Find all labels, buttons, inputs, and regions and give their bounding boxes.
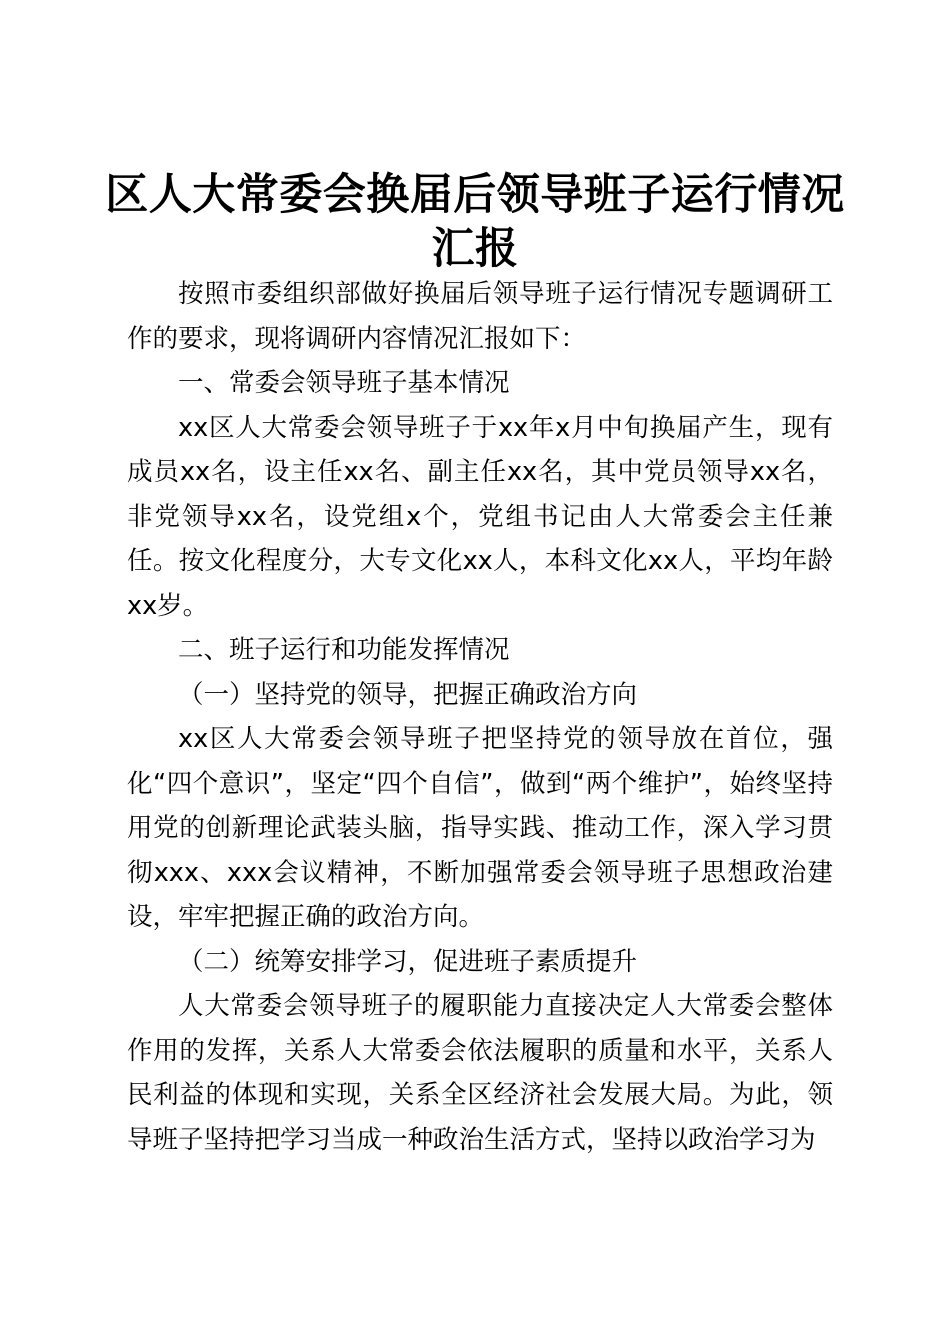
subsection-heading-1: （一）坚持党的领导，把握正确政治方向: [178, 679, 638, 710]
section-heading-1: 一、常委会领导班子基本情况: [178, 368, 510, 398]
document-title: [100, 168, 850, 276]
intro-paragraph: 按照市委组织部做好换届后领导班子运行情况专题调研工作的要求，现将调研内容情况汇报如下：: [127, 279, 833, 354]
subsection-heading-2: （二）统筹安排学习，促进班子素质提升: [178, 946, 638, 977]
section-heading-2: 二、班子运行和功能发挥情况: [178, 635, 510, 665]
title-line-1: 区人大常委会换届后领导班子运行情况: [105, 170, 845, 220]
title-line-2: 汇报: [431, 224, 519, 274]
body-paragraph: xx区人大常委会领导班子于xx年x月中旬换届产生，现有成员xx名，设主任xx名、副主任xx名，其中党员领导xx名，非党领导xx名，设党组x个，党组书记由人大常委会主任兼任。按文化程度分，大专文化xx人，本科文化xx人，平均年龄xx岁。: [127, 412, 833, 621]
body-paragraph: 人大常委会领导班子的履职能力直接决定人大常委会整体作用的发挥，关系人大常委会依法履职的质量和水平，关系人民利益的体现和实现，关系全区经济社会发展大局。为此，领导班子坚持把学习当成一种政治生活方式，坚持以政治学习为: [127, 991, 833, 1155]
body-paragraph: xx区人大常委会领导班子把坚持党的领导放在首位，强化“四个意识”，坚定“四个自信”，做到“两个维护”，始终坚持用党的创新理论武装头脑，指导实践、推动工作，深入学习贯彻xxx、xxx会议精神，不断加强常委会领导班子思想政治建设，牢牢把握正确的政治方向。: [127, 724, 833, 932]
document-body: [127, 272, 833, 1162]
